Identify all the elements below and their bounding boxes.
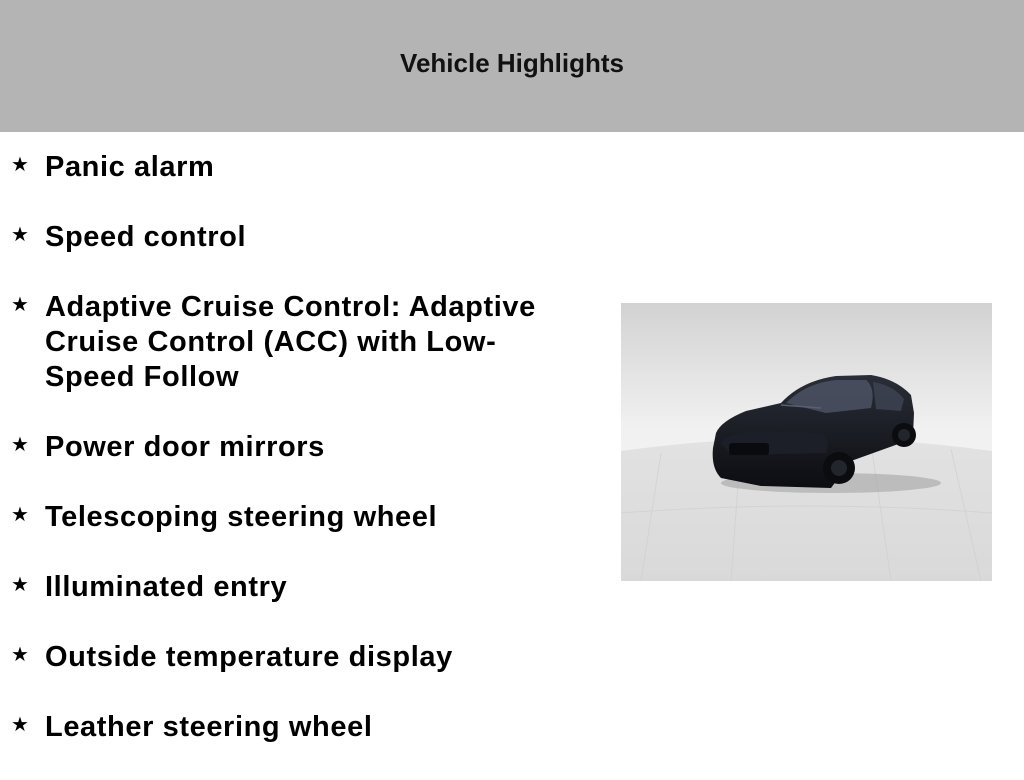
- vehicle-photo-image: [621, 303, 992, 581]
- star-icon: ★: [11, 294, 30, 316]
- feature-label: Speed control: [45, 221, 247, 253]
- feature-label: Outside temperature display: [45, 641, 453, 673]
- feature-item-speed-control: [0, 220, 600, 255]
- star-icon: ★: [11, 574, 30, 596]
- feature-list: [0, 150, 600, 780]
- star-icon: ★: [11, 644, 30, 666]
- feature-item-outside-temperature-display: [0, 640, 600, 675]
- star-icon: ★: [11, 154, 30, 176]
- vehicle-photo: [621, 303, 992, 581]
- page-title: Vehicle Highlights: [400, 48, 624, 78]
- feature-label: Illuminated entry: [45, 571, 288, 603]
- feature-label: Adaptive Cruise Control: Adaptive Cruise Control (ACC) with Low-Speed Follow: [45, 291, 536, 393]
- feature-item-telescoping-steering-wheel: [0, 500, 600, 535]
- feature-label: Leather steering wheel: [45, 711, 373, 743]
- header-bar: [0, 0, 1024, 132]
- feature-label: Telescoping steering wheel: [45, 501, 438, 533]
- star-icon: ★: [11, 224, 30, 246]
- feature-label: Panic alarm: [45, 151, 215, 183]
- feature-item-panic-alarm: [0, 150, 600, 185]
- feature-item-illuminated-entry: [0, 570, 600, 605]
- star-icon: ★: [11, 714, 30, 736]
- feature-item-leather-steering-wheel: [0, 710, 600, 745]
- feature-item-power-door-mirrors: [0, 430, 600, 465]
- star-icon: ★: [11, 434, 30, 456]
- star-icon: ★: [11, 504, 30, 526]
- feature-item-adaptive-cruise-control: [0, 290, 545, 395]
- feature-label: Power door mirrors: [45, 431, 325, 463]
